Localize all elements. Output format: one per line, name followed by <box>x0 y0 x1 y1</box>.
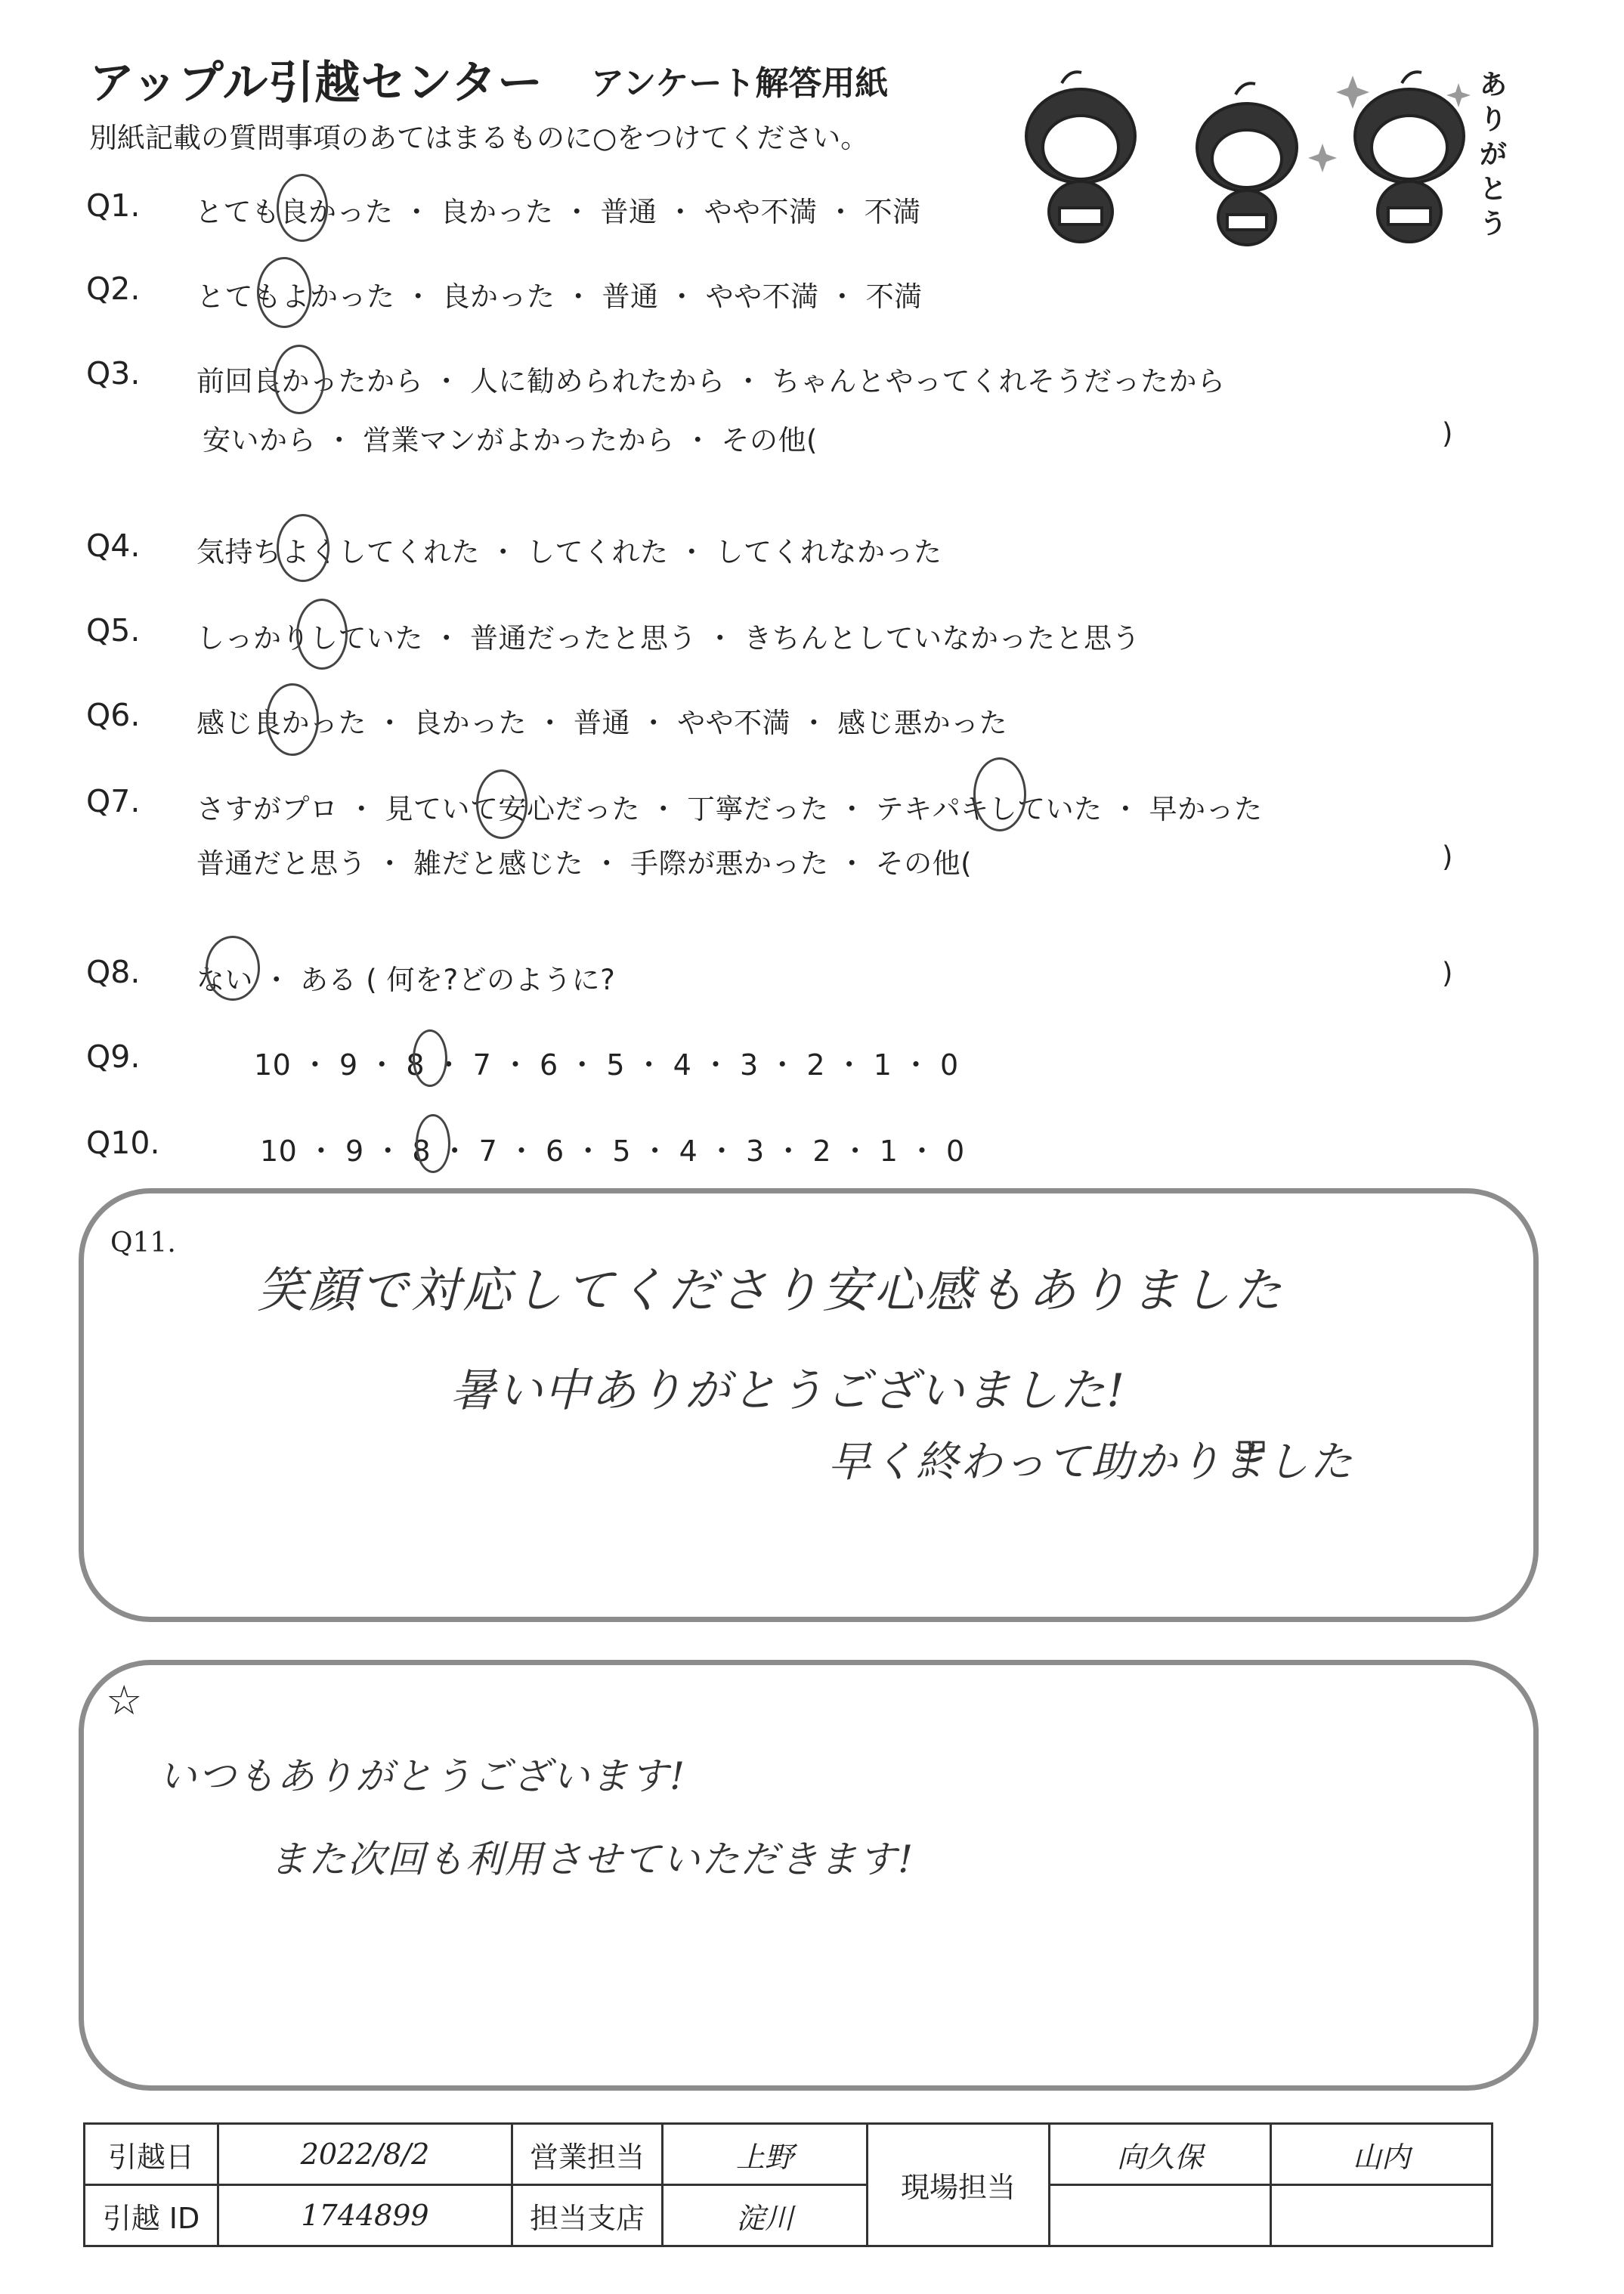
q6-number: Q6. <box>86 697 141 733</box>
q11-label: Q11. <box>110 1227 176 1258</box>
q9-scale: 10 ・ 9 ・ 8 ・ 7 ・ 6 ・ 5 ・ 4 ・ 3 ・ 2 ・ 1 ・ 0 <box>254 1048 959 1082</box>
star-comment-line1: いつもありがとうございます! <box>159 1754 687 1798</box>
q2-number: Q2. <box>86 271 141 307</box>
move-date-value: 2022/8/2 <box>218 2124 512 2185</box>
q1-options: とても良かった ・ 良かった ・ 普通 ・ やや不満 ・ 不満 <box>195 196 921 228</box>
sales-staff-value: 上野 <box>663 2124 868 2185</box>
site-staff-value-2: 山内 <box>1271 2124 1493 2185</box>
smile-doodle-icon <box>1236 1436 1267 1466</box>
q10-answer-circle <box>416 1114 450 1173</box>
q1-answer-circle <box>277 174 328 242</box>
q10-scale: 10 ・ 9 ・ 8 ・ 7 ・ 6 ・ 5 ・ 4 ・ 3 ・ 2 ・ 1 ・ 0 <box>260 1135 965 1168</box>
q1-number: Q1. <box>86 187 141 224</box>
q10-number: Q10. <box>86 1125 160 1161</box>
move-id-label: 引越 ID <box>85 2185 218 2246</box>
q8-close-paren: ) <box>1442 957 1453 989</box>
q11-comment-line3: 早く終わって助かりました <box>828 1438 1354 1487</box>
q3-answer-circle <box>274 345 325 414</box>
q6-options: 感じ良かった ・ 良かった ・ 普通 ・ やや不満 ・ 感じ悪かった <box>196 707 1008 739</box>
mascot-illustration <box>990 53 1519 249</box>
site-staff-value-1: 向久保 <box>1050 2124 1271 2185</box>
q9-answer-circle <box>413 1029 447 1087</box>
q5-options: しっかりしていた ・ 普通だったと思う ・ きちんとしていなかったと思う <box>196 622 1141 655</box>
q3-close-paren: ) <box>1442 417 1453 450</box>
sales-staff-label: 営業担当 <box>512 2124 663 2185</box>
info-table <box>83 2122 1493 2247</box>
instruction-text: 別紙記載の質問事項のあてはまるものに○をつけてください。 <box>89 122 869 154</box>
site-staff-label: 現場担当 <box>868 2124 1050 2246</box>
q6-answer-circle <box>266 683 319 756</box>
site-staff-empty-2 <box>1271 2185 1493 2246</box>
q7-answer-circle-2 <box>973 757 1026 831</box>
company-title: アップル引越センター <box>89 57 543 110</box>
q9-number: Q9. <box>86 1039 141 1075</box>
star-comment-line2: また次回も利用させていただきます! <box>269 1837 915 1881</box>
q5-answer-circle <box>296 599 348 670</box>
q2-options: とてもよかった ・ 良かった ・ 普通 ・ やや不満 ・ 不満 <box>196 280 923 313</box>
q8-number: Q8. <box>86 954 141 990</box>
site-staff-empty-1 <box>1050 2185 1271 2246</box>
q3-options-line1: 前回良かったから ・ 人に勧められたから ・ ちゃんとやってくれそうだったから <box>196 365 1226 398</box>
q11-comment-line2: 暑い中ありがとうございました! <box>450 1364 1127 1417</box>
q4-number: Q4. <box>86 528 141 564</box>
q7-options-line2: 普通だと思う ・ 雑だと感じた ・ 手際が悪かった ・ その他( <box>196 847 973 880</box>
q7-number: Q7. <box>86 783 141 819</box>
q2-answer-circle <box>257 257 311 328</box>
thanks-badge: ありがとう <box>1480 70 1508 240</box>
q5-number: Q5. <box>86 612 141 649</box>
q11-comment-line1: 笑顔で対応してくださり安心感もありました <box>257 1263 1285 1319</box>
branch-label: 担当支店 <box>512 2185 663 2246</box>
move-id-value: 1744899 <box>218 2185 512 2246</box>
q4-options: 気持ちよくしてくれた ・ してくれた ・ してくれなかった <box>196 536 942 568</box>
star-icon: ☆ <box>106 1676 143 1724</box>
q3-number: Q3. <box>86 355 141 392</box>
q8-answer-circle <box>206 936 260 1001</box>
branch-value: 淀川 <box>663 2185 868 2246</box>
q3-options-line2: 安いから ・ 営業マンがよかったから ・ その他( <box>203 424 818 457</box>
q4-answer-circle <box>277 514 329 582</box>
q7-options-line1: さすがプロ ・ 見ていて安心だった ・ 丁寧だった ・ テキパキしていた ・ 早かった <box>196 793 1263 825</box>
q7-answer-circle-1 <box>476 769 527 839</box>
q7-close-paren: ) <box>1442 841 1453 873</box>
q8-options: ない ・ ある ( 何を?どのように? <box>196 964 616 996</box>
form-subtitle: アンケート解答用紙 <box>591 64 889 103</box>
move-date-label: 引越日 <box>85 2124 218 2185</box>
